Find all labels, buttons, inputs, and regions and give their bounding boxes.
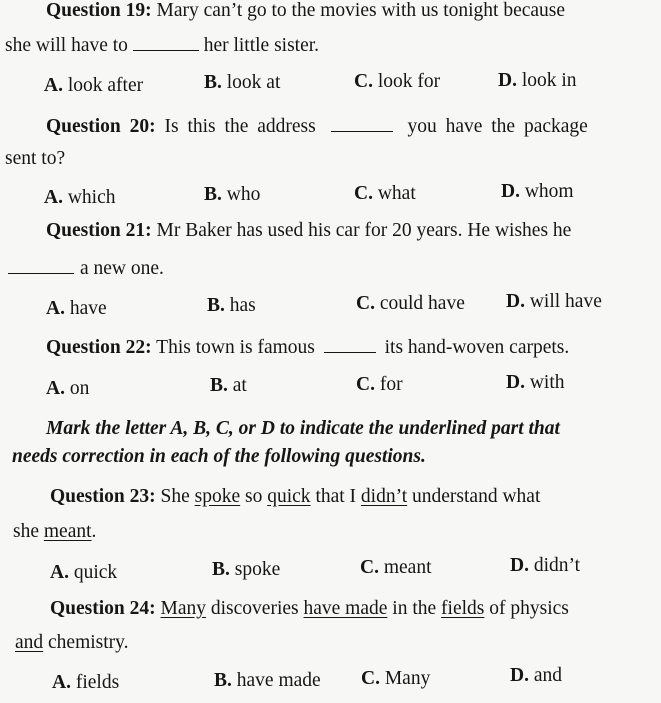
instruction-line-2: needs correction in each of the following questions.: [12, 446, 426, 467]
q24-option-d: D. and: [510, 665, 562, 686]
q21-option-d: D. will have: [506, 291, 602, 312]
q23-text-so: so: [245, 486, 263, 507]
question-22-line-1: [46, 336, 569, 359]
question-21-label: Question 21:: [46, 220, 152, 241]
q23-underlined-quick: quick: [267, 486, 311, 507]
q23-underlined-didnt: didn’t: [360, 486, 408, 507]
q22-option-a: A. on: [46, 378, 90, 399]
question-23-label: Question 23:: [50, 486, 156, 507]
q21-option-a: A. have: [46, 298, 107, 319]
q20-option-a: A. which: [44, 187, 116, 208]
q20-option-d: D. whom: [501, 181, 574, 202]
question-19-text-c: her little sister.: [203, 35, 320, 56]
q24-option-a: A. fields: [52, 672, 120, 693]
q22-option-b: B. at: [210, 375, 247, 396]
question-22-label: Question 22:: [46, 337, 152, 358]
q21-option-b: B. has: [207, 295, 256, 316]
q23-option-a: A. quick: [50, 562, 118, 583]
q24-text-chemistry: chemistry.: [48, 632, 129, 653]
q23-text-she-2: she: [13, 521, 39, 542]
question-20-text-a: Is this the address: [155, 116, 316, 137]
question-20-line-1: [46, 115, 588, 138]
q19-option-d: D. look in: [498, 70, 577, 91]
question-19-line-2: [5, 34, 319, 57]
q23-underlined-spoke: spoke: [194, 486, 241, 507]
q21-option-c: C. could have: [356, 293, 465, 314]
q24-text-of-physics: of physics: [489, 598, 569, 619]
q23-text-she: She: [160, 486, 190, 507]
question-20-text-c: sent to?: [5, 148, 66, 169]
q23-period: .: [91, 521, 97, 542]
question-19-blank: [133, 34, 199, 51]
q23-text-that-i: that I: [315, 486, 357, 507]
q22-option-c: C. for: [356, 374, 403, 395]
q24-option-c: C. Many: [361, 668, 431, 689]
q19-option-a: A. look after: [44, 75, 144, 96]
q23-text-understand-what: understand what: [412, 486, 541, 507]
question-20-line-2: [5, 148, 65, 170]
question-24-label: Question 24:: [50, 598, 156, 619]
q24-underlined-have-made: have made: [303, 598, 388, 619]
question-21-blank: [8, 257, 74, 274]
question-19-text-a: Mary can’t go to the movies with us tonight because: [151, 0, 566, 21]
question-23-line-1: [50, 486, 540, 508]
question-20-text-b: you have the package: [407, 116, 588, 137]
q24-text-discoveries: discoveries: [210, 598, 299, 619]
question-21-line-1: [46, 220, 571, 242]
q20-option-b: B. who: [204, 184, 261, 205]
question-24-line-1: [50, 598, 569, 620]
question-19-line-1: [46, 0, 565, 22]
question-24-line-2: [15, 632, 129, 654]
question-20-label: Question 20:: [46, 116, 156, 137]
question-23-line-2: [13, 521, 96, 543]
q24-text-in-the: in the: [392, 598, 437, 619]
question-21-text-b: a new one.: [80, 258, 164, 279]
question-20-blank: [331, 115, 393, 132]
question-19-label: Question 19:: [46, 0, 152, 21]
q20-option-c: C. what: [354, 183, 416, 204]
q24-underlined-fields: fields: [441, 598, 485, 619]
q19-option-b: B. look at: [204, 72, 281, 93]
question-22-text-a: This town is famous: [151, 337, 315, 358]
q19-option-c: C. look for: [354, 71, 441, 92]
question-19-text-b: she will have to: [5, 35, 128, 56]
q23-option-d: D. didn’t: [510, 555, 581, 576]
q24-option-b: B. have made: [214, 670, 321, 691]
question-22-text-b: its hand-woven carpets.: [384, 337, 570, 358]
q22-option-d: D. with: [506, 372, 565, 393]
question-22-blank: [324, 336, 376, 353]
q24-underlined-many: Many: [160, 598, 207, 619]
instruction-line-1: Mark the letter A, B, C, or D to indicate the underlined part that: [46, 418, 560, 439]
q24-underlined-and: and: [15, 632, 44, 653]
q23-option-b: B. spoke: [212, 559, 281, 580]
question-21-text-a: Mr Baker has used his car for 20 years. He wishes he: [151, 220, 572, 241]
q23-underlined-meant: meant: [43, 521, 92, 542]
q23-option-c: C. meant: [360, 557, 432, 578]
question-21-line-2: [8, 257, 164, 280]
